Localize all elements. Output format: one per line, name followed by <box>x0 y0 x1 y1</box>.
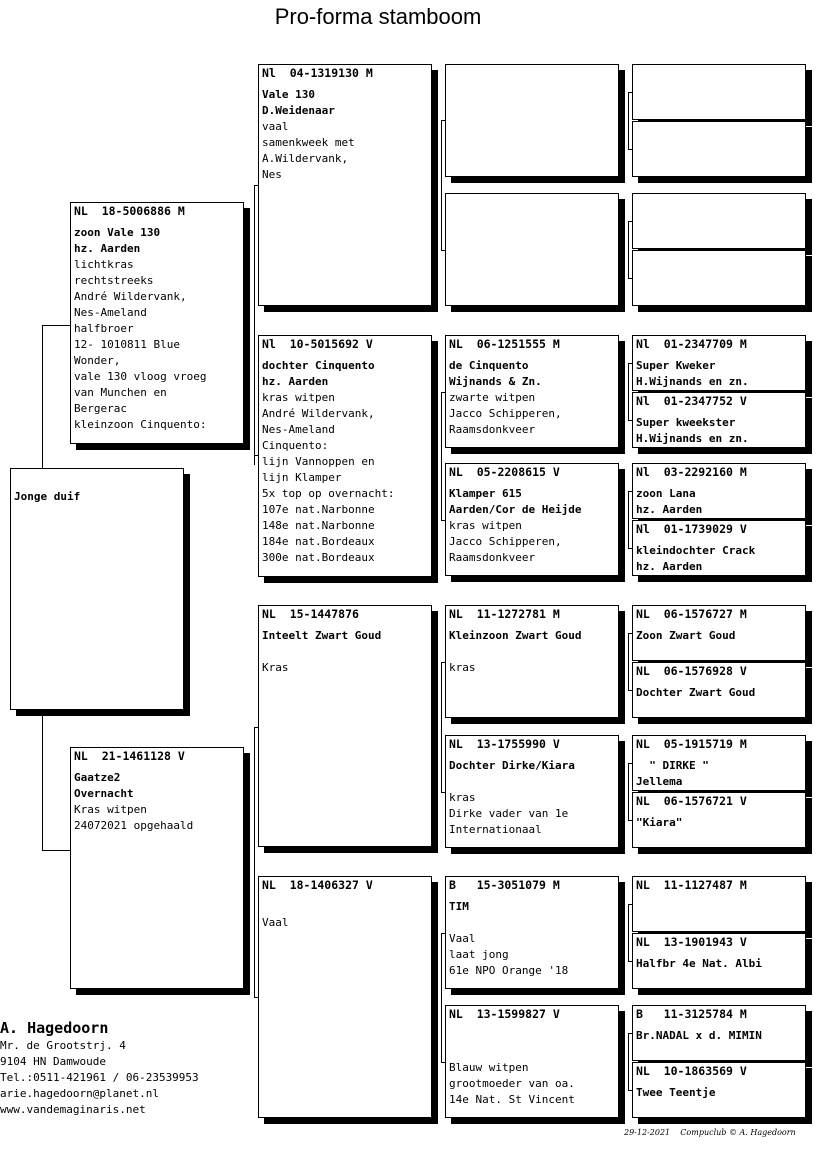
pigeon-note-line: Nes-Ameland <box>74 306 147 319</box>
great-grandparent-box <box>445 1005 619 1118</box>
pigeon-name-line: de Cinquento <box>449 359 529 372</box>
connector-line <box>628 904 629 961</box>
pigeon-note-line: rechtstreeks <box>74 274 154 287</box>
ring-number: B 15-3051079 M <box>449 878 560 892</box>
ring-number: NL 11-1127487 M <box>636 878 747 892</box>
ring-number: NL 21-1461128 V <box>74 749 185 763</box>
pigeon-note-line: 300e nat.Bordeaux <box>262 551 375 564</box>
ancestor-box <box>632 605 806 661</box>
pigeon-note-line: Kras witpen <box>74 803 147 816</box>
pigeon-note-line: zwarte witpen <box>449 391 536 404</box>
pigeon-name-line: Super kweekster <box>636 416 736 429</box>
pigeon-details <box>636 543 755 575</box>
subject-box <box>10 468 184 710</box>
pigeon-name-line: TIM <box>449 900 469 913</box>
ring-number: NL 18-5006886 M <box>74 204 185 218</box>
pigeon-note-line: kras <box>449 791 476 804</box>
pigeon-name-line: " DIRKE " <box>636 759 709 772</box>
connector-line <box>628 633 629 690</box>
pigeon-name-line: zoon Lana <box>636 487 696 500</box>
pigeon-details <box>449 486 581 566</box>
owner-block <box>0 1018 199 1118</box>
ancestor-box <box>632 735 806 791</box>
pigeon-note-line: Raamsdonkveer <box>449 423 536 436</box>
great-grandparent-box <box>445 605 619 718</box>
ring-number: Nl 04-1319130 M <box>262 66 373 80</box>
pigeon-name-line: D.Weidenaar <box>262 104 335 117</box>
owner-email[interactable]: arie.hagedoorn@planet.nl <box>0 1087 159 1100</box>
pigeon-details <box>636 815 682 831</box>
pigeon-name-line: dochter Cinquento <box>262 359 375 372</box>
ring-number: NL 06-1576727 M <box>636 607 747 621</box>
grandparent-box <box>258 605 432 847</box>
ring-number: Nl 01-2347752 V <box>636 394 747 408</box>
footer: 29-12-2021 Compuclub © A. Hagedoorn <box>624 1128 796 1137</box>
pigeon-name-line: "Kiara" <box>636 816 683 829</box>
ring-number: Nl 01-2347709 M <box>636 337 747 351</box>
ring-number: NL 13-1755990 V <box>449 737 560 751</box>
pigeon-name-line: Aarden/Cor de Heijde <box>449 503 582 516</box>
connector-line <box>441 662 442 792</box>
ancestor-box <box>632 463 806 519</box>
pigeon-note-line: kras witpen <box>262 391 335 404</box>
pigeon-note-line: 148e nat.Narbonne <box>262 519 375 532</box>
pigeon-note-line: Kras <box>262 661 289 674</box>
ancestor-box <box>632 250 806 306</box>
great-grandparent-box <box>445 735 619 848</box>
pigeon-note-line: Cinquento: <box>262 439 329 452</box>
pigeon-note-line: Nes-Ameland <box>262 423 335 436</box>
owner-name: A. Hagedoorn <box>0 1019 109 1037</box>
pigeon-note-line: kras witpen <box>449 519 522 532</box>
connector-line <box>628 221 629 278</box>
pigeon-details <box>262 358 394 566</box>
great-grandparent-box <box>445 193 619 306</box>
pigeon-note-line: vaal <box>262 120 289 133</box>
grandparent-box <box>258 64 432 306</box>
pigeon-note-line: lijn Vannoppen en <box>262 455 375 468</box>
pigeon-details <box>636 956 762 972</box>
connector-line <box>254 727 255 997</box>
pigeon-note-line: kleinzoon Cinquento: <box>74 418 207 431</box>
pigeon-details <box>636 415 749 447</box>
connector-line <box>254 185 255 465</box>
connector-line <box>42 710 43 850</box>
pigeon-name-line: Wijnands & Zn. <box>449 375 542 388</box>
ancestor-box <box>632 520 806 576</box>
pigeon-name-line: Vale 130 <box>262 88 315 101</box>
ring-number: NL 10-1863569 V <box>636 1064 747 1078</box>
pigeon-note-line: 107e nat.Narbonne <box>262 503 375 516</box>
great-grandparent-box <box>445 64 619 177</box>
pigeon-name-line: Dochter Dirke/Kiara <box>449 759 575 772</box>
pigeon-note-line: lichtkras <box>74 258 134 271</box>
pigeon-name-line: Gaatze2 <box>74 771 121 784</box>
pigeon-name-line: Br.NADAL x d. MIMIN <box>636 1029 762 1042</box>
pigeon-name-line: H.Wijnands en zn. <box>636 375 749 388</box>
ring-number: NL 13-1901943 V <box>636 935 747 949</box>
great-grandparent-box <box>445 876 619 989</box>
pigeon-details <box>636 758 709 790</box>
connector-line <box>441 933 442 1062</box>
pigeon-note-line: Vaal <box>449 932 476 945</box>
pigeon-details <box>636 628 735 644</box>
connector-line <box>441 392 442 520</box>
pigeon-details <box>74 770 193 834</box>
pigeon-name-line: Klamper 615 <box>449 487 522 500</box>
pigeon-note-line: A.Wildervank, <box>262 152 349 165</box>
ancestor-box <box>632 1062 806 1118</box>
pigeon-note-line: kras <box>449 661 476 674</box>
pigeon-name-line: Overnacht <box>74 787 134 800</box>
pigeon-details <box>636 1028 762 1044</box>
pigeon-note-line: samenkweek met <box>262 136 355 149</box>
pigeon-details <box>449 628 581 676</box>
pigeon-note-line: Internationaal <box>449 823 542 836</box>
ancestor-box <box>632 792 806 848</box>
pigeon-name-line: kleindochter Crack <box>636 544 756 557</box>
pigeon-name-line: hz. Aarden <box>262 375 329 388</box>
ancestor-box <box>632 933 806 989</box>
pigeon-note-line: halfbroer <box>74 322 134 335</box>
ancestor-box <box>632 1005 806 1061</box>
ring-number: Nl 03-2292160 M <box>636 465 747 479</box>
owner-website[interactable]: www.vandemaginaris.net <box>0 1103 146 1116</box>
connector-line <box>628 92 629 149</box>
pigeon-name-line: hz. Aarden <box>636 560 703 573</box>
ancestor-box <box>632 392 806 448</box>
ring-number: NL 06-1576721 V <box>636 794 747 808</box>
pigeon-note-line: 12- 1010811 Blue <box>74 338 180 351</box>
pigeon-details <box>636 1085 715 1101</box>
owner-phone: Tel.:0511-421961 / 06-23539953 <box>0 1071 199 1084</box>
parent-box-father <box>70 202 244 444</box>
pigeon-name-line: Twee Teentje <box>636 1086 716 1099</box>
pigeon-name-line: Inteelt Zwart Goud <box>262 629 382 642</box>
pigeon-note-line: lijn Klamper <box>262 471 342 484</box>
ring-number: NL 05-2208615 V <box>449 465 560 479</box>
pigeon-note-line: Nes <box>262 168 282 181</box>
ring-number: Nl 01-1739029 V <box>636 522 747 536</box>
pigeon-note-line: 184e nat.Bordeaux <box>262 535 375 548</box>
pigeon-note-line: vale 130 vloog vroeg <box>74 370 207 383</box>
ancestor-box <box>632 662 806 718</box>
pigeon-note-line: André Wildervank, <box>262 407 375 420</box>
ring-number: NL 06-1576928 V <box>636 664 747 678</box>
pigeon-name-line: H.Wijnands en zn. <box>636 432 749 445</box>
pigeon-note-line: Blauw witpen <box>449 1061 529 1074</box>
connector-line <box>42 325 43 468</box>
pigeon-details <box>262 899 289 931</box>
pigeon-note-line: Jacco Schipperen, <box>449 407 562 420</box>
pigeon-details <box>262 628 381 676</box>
pigeon-note-line: van Munchen en <box>74 386 167 399</box>
pigeon-note-line: Raamsdonkveer <box>449 551 536 564</box>
pigeon-details <box>262 87 355 183</box>
ring-number: NL 15-1447876 <box>262 607 359 621</box>
parent-box-mother <box>70 747 244 989</box>
connector-line <box>628 363 629 420</box>
ancestor-box <box>632 335 806 391</box>
great-grandparent-box <box>445 335 619 448</box>
pigeon-details <box>636 685 755 701</box>
ring-number: Nl 10-5015692 V <box>262 337 373 351</box>
pigeon-details <box>74 225 206 433</box>
grandparent-box <box>258 876 432 1118</box>
pigeon-name-line: Dochter Zwart Goud <box>636 686 756 699</box>
owner-address: Mr. de Grootstrj. 4 <box>0 1039 126 1052</box>
connector-line <box>628 491 629 548</box>
pigeon-name-line: Super Kweker <box>636 359 716 372</box>
connector-line <box>628 763 629 820</box>
pigeon-note-line: grootmoeder van oa. <box>449 1077 575 1090</box>
ancestor-box <box>632 64 806 120</box>
pigeon-name-line: Jellema <box>636 775 683 788</box>
connector-line <box>628 1033 629 1090</box>
subject-name: Jonge duif <box>14 490 81 503</box>
page-title: Pro-forma stamboom <box>274 4 482 29</box>
pigeon-details <box>636 486 702 518</box>
pigeon-details <box>449 758 575 838</box>
pigeon-details <box>449 1028 575 1108</box>
connector-line <box>42 850 70 851</box>
pigeon-note-line: Wonder, <box>74 354 121 367</box>
great-grandparent-box <box>445 463 619 576</box>
connector-line <box>42 325 70 326</box>
pigeon-note-line: Bergerac <box>74 402 127 415</box>
connector-line <box>441 120 442 250</box>
ring-number: NL 06-1251555 M <box>449 337 560 351</box>
pigeon-details <box>636 358 749 390</box>
pigeon-note-line: Jacco Schipperen, <box>449 535 562 548</box>
ancestor-box <box>632 193 806 249</box>
grandparent-box <box>258 335 432 577</box>
ancestor-box <box>632 876 806 932</box>
pigeon-name-line: hz. Aarden <box>636 503 703 516</box>
pigeon-note-line: 5x top op overnacht: <box>262 487 395 500</box>
pigeon-name-line: hz. Aarden <box>74 242 141 255</box>
ring-number: NL 11-1272781 M <box>449 607 560 621</box>
pigeon-details <box>449 358 562 438</box>
pigeon-note-line: 61e NPO Orange '18 <box>449 964 569 977</box>
pigeon-name-line: Kleinzoon Zwart Goud <box>449 629 582 642</box>
pigeon-details <box>449 899 568 979</box>
pigeon-name-line: Halfbr 4e Nat. Albi <box>636 957 762 970</box>
pigeon-name-line: zoon Vale 130 <box>74 226 161 239</box>
pigeon-note-line: Dirke vader van 1e <box>449 807 569 820</box>
ring-number: NL 13-1599827 V <box>449 1007 560 1021</box>
pigeon-note-line: 14e Nat. St Vincent <box>449 1093 575 1106</box>
pigeon-note-line: laat jong <box>449 948 509 961</box>
pigeon-name-line: Zoon Zwart Goud <box>636 629 736 642</box>
pigeon-note-line: 24072021 opgehaald <box>74 819 194 832</box>
ancestor-box <box>632 121 806 177</box>
ring-number: B 11-3125784 M <box>636 1007 747 1021</box>
owner-postcode: 9104 HN Damwoude <box>0 1055 106 1068</box>
pigeon-note-line: Vaal <box>262 916 289 929</box>
ring-number: NL 05-1915719 M <box>636 737 747 751</box>
pigeon-note-line: André Wildervank, <box>74 290 187 303</box>
ring-number: NL 18-1406327 V <box>262 878 373 892</box>
